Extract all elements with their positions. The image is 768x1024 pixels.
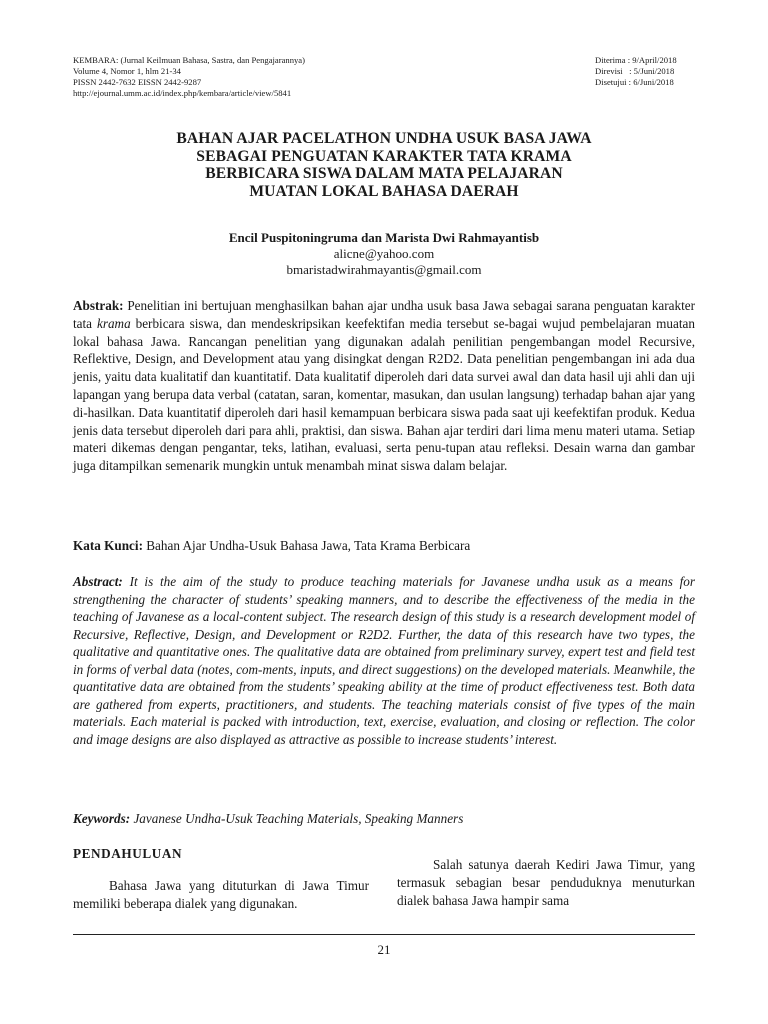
- journal-name: KEMBARA: (Jurnal Keilmuan Bahasa, Sastra, dan Pengajarannya): [73, 55, 305, 65]
- body-column-left: [73, 845, 369, 913]
- author-block: [73, 230, 695, 278]
- abstract-english: [73, 573, 695, 748]
- abstrak-label: Abstrak:: [73, 298, 124, 313]
- body-paragraph: Salah satunya daerah Kediri Jawa Timur, yang termasuk sebagian besar penduduknya menuturkan dialek bahasa Jawa hampir sama: [397, 857, 695, 908]
- journal-page: [73, 0, 695, 1024]
- keywords: [73, 811, 695, 827]
- received-date: Diterima : 9/April/2018: [595, 55, 677, 65]
- article-title: [73, 130, 695, 200]
- submission-dates: [595, 55, 677, 88]
- title-line: BERBICARA SISWA DALAM MATA PELAJARAN: [205, 165, 563, 182]
- keywords-text: Javanese Undha-Usuk Teaching Materials, Speaking Manners: [130, 811, 464, 826]
- kata-kunci: [73, 538, 695, 554]
- body-column-right: [397, 856, 695, 910]
- kata-kunci-label: Kata Kunci:: [73, 538, 143, 553]
- footer-rule: [73, 934, 695, 935]
- abstract-indonesian: [73, 297, 695, 475]
- abstract-label: Abstract:: [73, 574, 123, 589]
- approved-date: Disetujui : 6/Juni/2018: [595, 77, 674, 87]
- revised-date: Direvisi : 5/Juni/2018: [595, 66, 675, 76]
- journal-url[interactable]: http://ejournal.umm.ac.id/index.php/kembara/article/view/5841: [73, 88, 292, 98]
- author-email-1: alicne@yahoo.com: [333, 246, 435, 261]
- abstrak-text-2: berbicara siswa, dan mendeskripsikan keefektifan media tersebut se-bagai wujud pembelajaran muatan lokal bahasa Jawa. Rancangan penelitian yang digunakan adalah penilitian pengembangan model Recursive, Reflektive, Design, and Development atau yang disingkat dengan R2D2. Data penelitian pengembangan ini ada dua jenis, yaitu data kualitatif dan kuantitatif. Data kualitatif diperoleh dari data survei awal dan data hasil uji ahli dan uji lapangan yang berupa data verbal (catatan, saran, komentar, masukan, dan usulan langsung) terhadap bahan ajar yang di-hasilkan. Data kuantitatif diperoleh dari hasil kemampuan berbicara siswa pada saat uji keefektifan produk. Kedua jenis data tersebut diperoleh dari para ahli, praktisi, dan siswa. Bahan ajar terdiri dari lima menu materi utama. Setiap materi dikemas dengan pengantar, teks, latihan, evaluasi, serta penu-tupan atau refleksi. Desain warna dan gambar juga ditampilkan semenarik mungkin untuk menambah minat siswa dalam belajar.: [73, 315, 695, 474]
- author-names: Encil Puspitoningruma dan Marista Dwi Rahmayantisb: [228, 230, 540, 245]
- abstrak-krama: krama: [96, 315, 131, 331]
- title-line: SEBAGAI PENGUATAN KARAKTER TATA KRAMA: [196, 147, 572, 165]
- journal-info: [73, 55, 305, 99]
- body-paragraph: Bahasa Jawa yang dituturkan di Jawa Timur memiliki beberapa dialek yang digunakan.: [73, 878, 369, 911]
- section-heading: PENDAHULUAN: [73, 846, 183, 861]
- author-email-2: bmaristadwirahmayantis@gmail.com: [286, 262, 482, 277]
- kata-kunci-text: Bahan Ajar Undha-Usuk Bahasa Jawa, Tata Krama Berbicara: [142, 538, 471, 553]
- journal-volume: Volume 4, Nomor 1, hlm 21-34: [73, 66, 181, 76]
- journal-issn: PISSN 2442-7632 EISSN 2442-9287: [73, 77, 202, 87]
- title-line: BAHAN AJAR PACELATHON UNDHA USUK BASA JAWA: [176, 130, 592, 147]
- page-number: 21: [377, 942, 391, 957]
- title-line: MUATAN LOKAL BAHASA DAERAH: [249, 182, 519, 200]
- abstrak-text-1: Penelitian ini bertujuan menghasilkan bahan ajar undha usuk basa Jawa sebagai sarana penguatan karakter tata: [73, 298, 695, 331]
- abstract-text: It is the aim of the study to produce teaching materials for Javanese undha usuk as a means for strengthening the character of students’ speaking manners, and to describe the effectiveness of the media in the teaching of Javanese as a local-content subject. The research design of this study is a research development model of Recursive, Reflective, Design, and Development or R2D2. Further, the data of this research have two types, the qualitative and quantitative ones. The qualitative data are obtained from preliminary survey, expert test and field test in forms of verbal data (notes, com-ments, inputs, and direct suggestions) on the developed materials. Meanwhile, the quantitative data are obtained from the students’ speaking ability at the time of product effectiveness test. Both data are gathered from experts, practitioners, and students. The teaching materials consist of five types of the main materials. Each material is packed with introduction, text, exercise, evaluation, and closing or reflection. The color and image designs are also displayed as attractive as possible to increase students’ interest.: [73, 574, 695, 747]
- keywords-label: Keywords:: [73, 811, 131, 826]
